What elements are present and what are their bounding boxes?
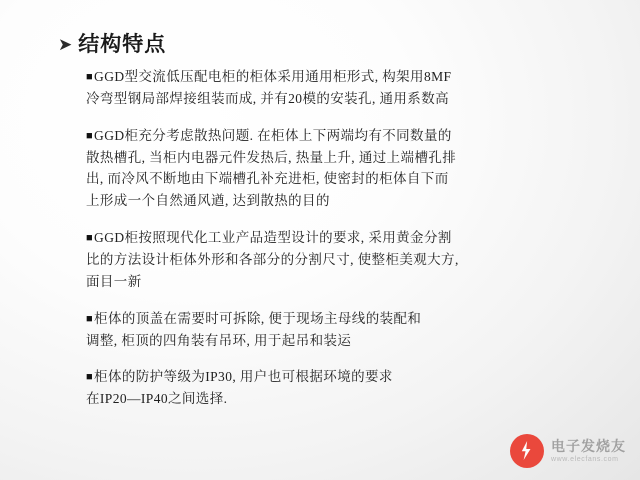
chevron-right-bullet-icon: ➤	[58, 34, 73, 54]
paragraph-3-text-1: GGD柜按照现代化工业产品造型设计的要求, 采用黄金分割	[94, 230, 452, 246]
watermark	[510, 434, 626, 468]
paragraph-3	[86, 227, 586, 293]
paragraph-5	[86, 366, 586, 410]
watermark-brand-name: 电子发烧友	[551, 437, 626, 454]
paragraph-4-line-2: 调整, 柜顶的四角装有吊环, 用于起吊和装运	[86, 332, 352, 348]
paragraph-1-line-1	[86, 66, 586, 88]
square-bullet-icon: ■	[86, 71, 94, 83]
paragraph-2	[86, 125, 586, 212]
paragraph-1	[86, 66, 586, 110]
lightning-bolt-logo-icon	[510, 434, 544, 468]
paragraph-2-line-1	[86, 125, 586, 147]
paragraph-4-line-1	[86, 308, 586, 330]
paragraph-2-text-1: GGD柜充分考虑散热问题. 在柜体上下两端均有不同数量的	[94, 127, 452, 143]
square-bullet-icon: ■	[86, 232, 94, 245]
paragraph-4-text-1: 柜体的顶盖在需要时可拆除, 便于现场主母线的装配和	[94, 310, 422, 326]
paragraph-4	[86, 308, 586, 352]
paragraph-3-line-2: 比的方法设计柜体外形和各部分的分割尺寸, 使整柜美观大方,	[86, 252, 459, 268]
square-bullet-icon: ■	[86, 371, 94, 384]
watermark-site-url: www.elecfans.com	[551, 455, 619, 463]
paragraph-3-line-3: 面目一新	[86, 273, 142, 289]
slide-title	[58, 28, 166, 58]
paragraph-2-line-4: 上形成一个自然通风遒, 达到散热的目的	[86, 193, 330, 209]
paragraph-5-line-1	[86, 366, 586, 388]
content-body	[86, 66, 586, 425]
paragraph-5-text-1: 柜体的防护等级为IP30, 用户也可根据环境的要求	[94, 369, 393, 385]
paragraph-1-line-2: 冷弯型钢局部焊接组装而成, 并有20模的安装孔, 通用系数高	[86, 90, 449, 106]
paragraph-3-line-1	[86, 227, 586, 249]
page-title: 结构特点	[78, 32, 167, 56]
paragraph-2-line-3: 出, 而冷风不断地由下端槽孔补充进柜, 使密封的柜体自下而	[86, 171, 449, 187]
paragraph-1-text-1: GGD型交流低压配电柜的柜体采用通用柜形式, 构架用8MF	[94, 69, 452, 84]
paragraph-2-line-2: 散热槽孔, 当柜内电器元件发热后, 热量上升, 通过上端槽孔排	[86, 149, 457, 165]
square-bullet-icon: ■	[86, 129, 94, 142]
watermark-texts	[551, 439, 626, 463]
square-bullet-icon: ■	[86, 312, 94, 325]
paragraph-5-line-2: 在IP20—IP40之间选择.	[86, 391, 228, 407]
